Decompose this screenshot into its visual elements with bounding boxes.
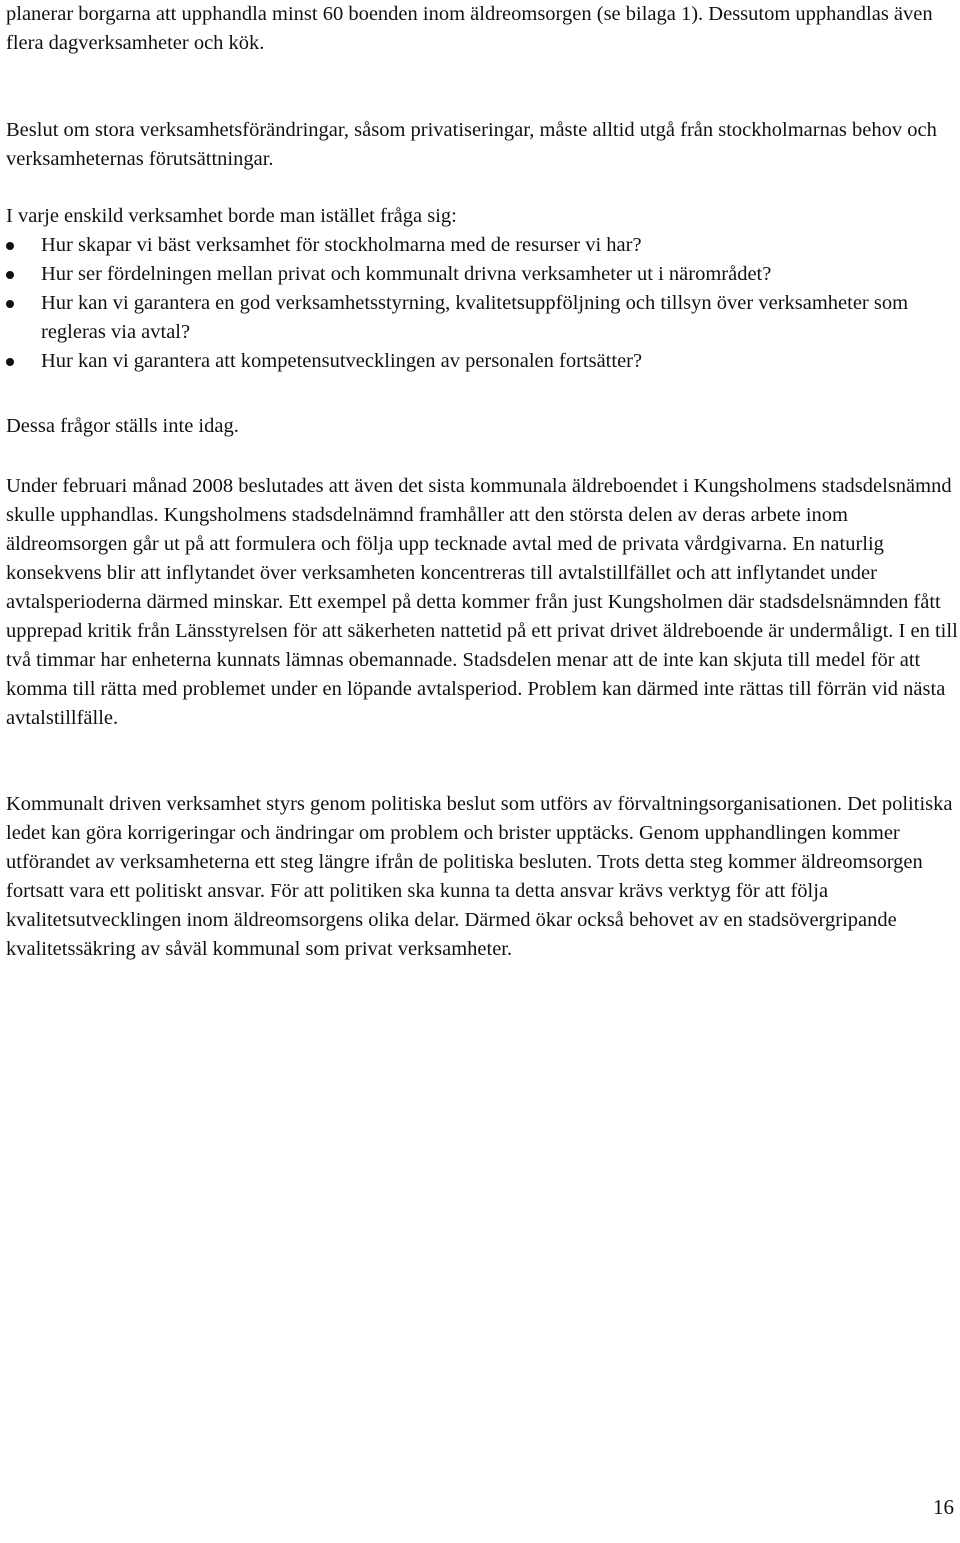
list-item-text: Hur ser fördelningen mellan privat och kommunalt drivna verksamheter ut i närområdet? — [41, 263, 772, 285]
bullet-icon — [6, 242, 14, 250]
list-item — [6, 289, 958, 347]
bullet-icon — [6, 271, 14, 279]
paragraph-question-lead: I varje enskild verksamhet borde man istället fråga sig: — [6, 205, 457, 227]
list-item-text: Hur kan vi garantera en god verksamhetsstyrning, kvalitetsuppföljning och tillsyn över verksamheter som regleras via avtal? — [41, 292, 909, 343]
paragraph-municipal: Kommunalt driven verksamhet styrs genom politiska beslut som utförs av förvaltningsorganisationen. Det politiska ledet kan göra korrigeringar och ändringar om problem och brister upptäcks. Genom upphandlingen kommer utförandet av verksamheterna ett steg längre ifrån de politiska besluten. Trots detta steg kommer äldreomsorgen fortsatt vara ett politiskt ansvar. För att politiken ska kunna ta detta ansvar krävs verktyg för att följa kvalitetsutvecklingen inom äldreomsorgens olika delar. Därmed ökar också behovet av en stadsövergripande kvalitetssäkring av såväl kommunal som privat verksamheter. — [6, 793, 953, 960]
bullet-icon — [6, 300, 14, 308]
list-item — [6, 260, 958, 289]
paragraph-not-asked: Dessa frågor ställs inte idag. — [6, 415, 239, 437]
list-item — [6, 231, 958, 260]
bullet-icon — [6, 358, 14, 366]
list-item-text: Hur kan vi garantera att kompetensutvecklingen av personalen fortsätter? — [41, 350, 643, 372]
list-item — [6, 347, 958, 376]
paragraph-intro: planerar borgarna att upphandla minst 60 boenden inom äldreomsorgen (se bilaga 1). Dessutom upphandlas även flera dagverksamheter och kök. — [6, 3, 933, 54]
question-list — [6, 231, 958, 376]
page-number: 16 — [933, 1495, 954, 1519]
list-item-text: Hur skapar vi bäst verksamhet för stockholmarna med de resurser vi har? — [41, 234, 642, 256]
paragraph-kungsholmen: Under februari månad 2008 beslutades att även det sista kommunala äldreboendet i Kungsholmens stadsdelsnämnd skulle upphandlas. Kungsholmens stadsdelnämnd framhåller att den största delen av deras arbete inom äldreomsorgen går ut på att formulera och följa upp tecknade avtal med de privata vårdgivarna. En naturlig konsekvens blir att inflytandet över verksamheten koncentreras till avtalstillfället och att inflytandet under avtalsperioderna därmed minskar. Ett exempel på detta kommer från just Kungsholmen där stadsdelsnämnden fått upprepad kritik från Länsstyrelsen för att säkerheten nattetid på ett privat drivet äldreboende är undermåligt. I en till två timmar har enheterna kunnats lämnas obemannade. Stadsdelen menar att de inte kan skjuta till medel för att komma till rätta med problemet under en löpande avtalsperiod. Problem kan därmed inte rättas till förrän vid nästa avtalstillfälle. — [6, 475, 958, 729]
paragraph-decision: Beslut om stora verksamhetsförändringar, såsom privatiseringar, måste alltid utgå från stockholmarnas behov och verksamheternas förutsättningar. — [6, 119, 937, 170]
